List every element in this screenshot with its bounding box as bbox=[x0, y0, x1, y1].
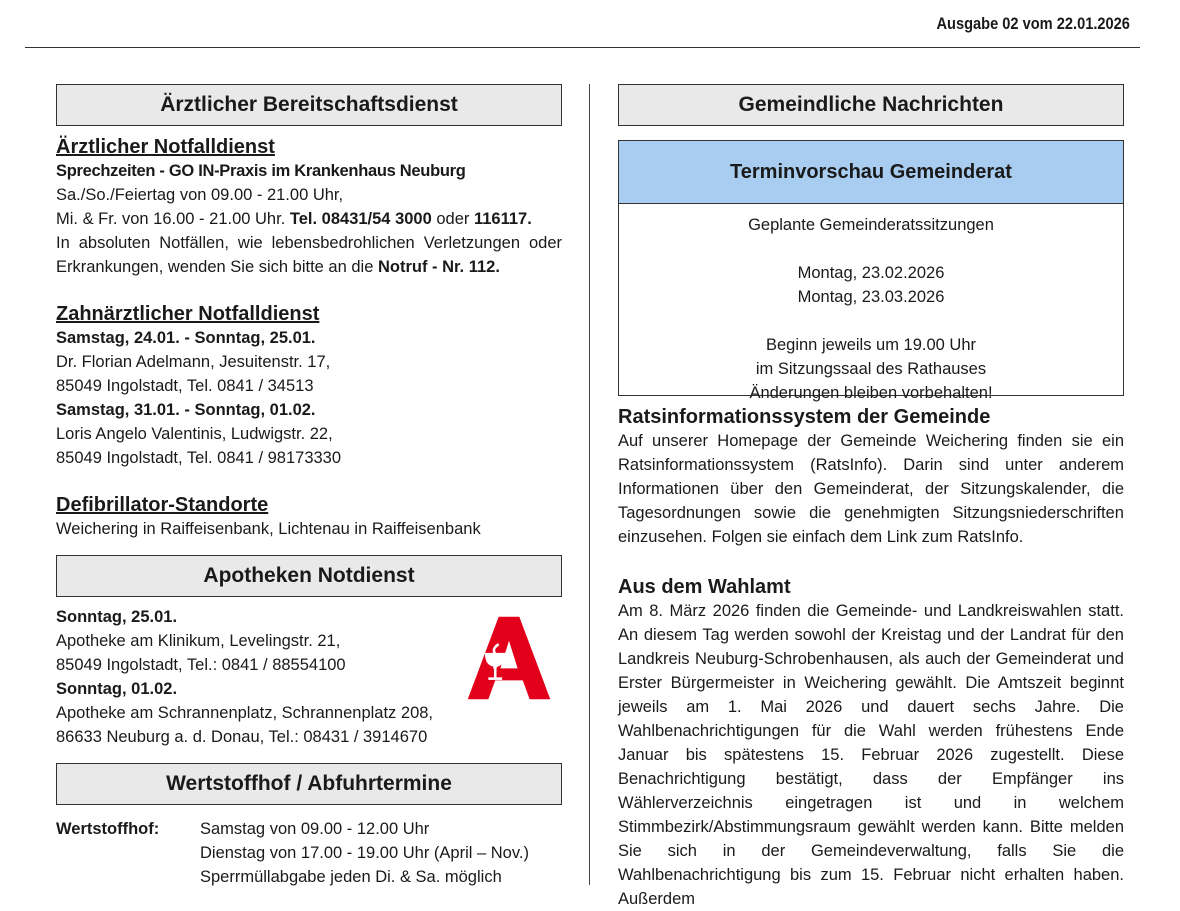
apotheke-2-phone: 86633 Neuburg a. d. Donau, Tel.: 08431 / 3914670 bbox=[56, 728, 428, 746]
zahnarzt-2-address: Loris Angelo Valentinis, Ludwigstr. 22, bbox=[56, 425, 333, 443]
apotheke-date-1: Sonntag, 25.01. bbox=[56, 608, 178, 626]
apotheke-2-address: Apotheke am Schrannenplatz, Schrannenplatz 208, bbox=[56, 704, 434, 722]
hours-text: Mi. & Fr. von 16.00 - 21.00 Uhr. bbox=[56, 210, 290, 228]
wertstoffhof-block bbox=[56, 817, 562, 889]
terminvorschau-body bbox=[619, 204, 1123, 402]
phone-number-116117: 116117. bbox=[473, 210, 532, 228]
ratsinfo-text: Auf unserer Homepage der Gemeinde Weichering finden sie ein Ratsinformationssystem (RatsInfo). Darin sind unter anderem Informationen über den Gemeinderat, der Sitzungskalender, die Tagesordnungen sowie die genehmigten Sitzungsniederschriften einzusehen. Folgen sie einfach dem Link zum RatsInfo. bbox=[618, 432, 1124, 546]
column-divider bbox=[589, 84, 590, 885]
apotheke-date-2: Sonntag, 01.02. bbox=[56, 680, 178, 698]
defibrillator-text: Weichering in Raiffeisenbank, Lichtenau in Raiffeisenbank bbox=[56, 520, 481, 538]
apotheke-1-phone: 85049 Ingolstadt, Tel.: 0841 / 88554100 bbox=[56, 656, 346, 674]
section-title-apotheken: Apotheken Notdienst bbox=[56, 555, 562, 597]
wertstoffhof-label: Wertstoffhof: bbox=[56, 820, 160, 838]
termin-location: im Sitzungssaal des Rathauses bbox=[755, 360, 987, 378]
header-divider bbox=[25, 47, 1140, 48]
defibrillator-heading: Defibrillator-Standorte bbox=[56, 494, 269, 516]
zahnarzt-heading: Zahnärztlicher Notfalldienst bbox=[56, 303, 320, 325]
emergency-text: In absoluten Notfällen, wie lebensbedrohlichen Verletzungen oder Erkrankungen, wenden Sie sich bitte an die bbox=[56, 234, 562, 276]
zahnarzt-1-address: Dr. Florian Adelmann, Jesuitenstr. 17, bbox=[56, 353, 331, 371]
apotheke-1-address: Apotheke am Klinikum, Levelingstr. 21, bbox=[56, 632, 341, 650]
wahlamt-block bbox=[618, 575, 1124, 911]
terminvorschau-box bbox=[618, 140, 1124, 402]
ratsinfo-block bbox=[618, 405, 1124, 549]
section-title-bereitschaftsdienst: Ärztlicher Bereitschaftsdienst bbox=[56, 84, 562, 126]
notfalldienst-hours-1: Sa./So./Feiertag von 09.00 - 21.00 Uhr, bbox=[56, 186, 344, 204]
termin-notice: Änderungen bleiben vorbehalten! bbox=[749, 384, 993, 402]
wertstoffhof-tuesday: Dienstag von 17.00 - 19.00 Uhr (April – Nov.) bbox=[200, 844, 529, 862]
wertstoffhof-saturday: Samstag von 09.00 - 12.00 Uhr bbox=[200, 820, 430, 838]
wertstoffhof-times bbox=[200, 817, 529, 889]
ratsinfo-heading: Ratsinformationssystem der Gemeinde bbox=[618, 406, 991, 428]
termin-intro: Geplante Gemeinderatssitzungen bbox=[748, 216, 994, 234]
left-column bbox=[56, 84, 562, 889]
zahnarzt-1-phone: 85049 Ingolstadt, Tel. 0841 / 34513 bbox=[56, 377, 314, 395]
section-title-gemeindliche-nachrichten: Gemeindliche Nachrichten bbox=[618, 84, 1124, 126]
section-title-wertstoffhof: Wertstoffhof / Abfuhrtermine bbox=[56, 763, 562, 805]
termin-date-2: Montag, 23.03.2026 bbox=[797, 288, 945, 306]
termin-date-1: Montag, 23.02.2026 bbox=[797, 264, 945, 282]
wahlamt-heading: Aus dem Wahlamt bbox=[618, 576, 791, 598]
defibrillator-block bbox=[56, 494, 562, 541]
notfalldienst-text bbox=[56, 231, 562, 279]
notruf-number: Notruf - Nr. 112. bbox=[377, 258, 500, 276]
notfalldienst-hours-2 bbox=[56, 207, 562, 231]
apotheke-logo-icon bbox=[466, 615, 552, 701]
terminvorschau-title: Terminvorschau Gemeinderat bbox=[619, 141, 1123, 204]
zahnarzt-date-2: Samstag, 31.01. - Sonntag, 01.02. bbox=[56, 401, 316, 419]
or-text: oder bbox=[431, 210, 474, 228]
termin-start-time: Beginn jeweils um 19.00 Uhr bbox=[765, 336, 977, 354]
wahlamt-text: Am 8. März 2026 finden die Gemeinde- und Landkreiswahlen statt. An diesem Tag werden sowohl der Kreistag und der Landrat für den Landkreis Neuburg-Schrobenhausen, als auch der Gemeinderat und Erster Bürgermeister in Weichering gewählt. Die Amtszeit beginnt jeweils am 1. Mai 2026 und dauert sechs Jahre. Die Wahlbenachrichtigungen für die Wahl werden frühestens Ende Januar bis spätestens 15. Februar 2026 zugestellt. Diese Benachrichtigung bestätigt, dass der Empfänger ins Wählerverzeichnis eingetragen ist und in welchem Stimmbezirk/Abstimmungsraum gewählt werden kann. Bitte melden Sie sich in der Gemeindeverwaltung, falls Sie die Wahlbenachrichtigung bis zum 15. Februar nicht erhalten haben. Außerdem bbox=[618, 602, 1124, 908]
apotheken-block bbox=[56, 605, 562, 749]
wertstoffhof-sperrmuell: Sperrmüllabgabe jeden Di. & Sa. möglich bbox=[200, 868, 502, 886]
notfalldienst-heading: Ärztlicher Notfalldienst bbox=[56, 136, 275, 158]
zahnarzt-date-1: Samstag, 24.01. - Sonntag, 25.01. bbox=[56, 329, 316, 347]
zahnarzt-block bbox=[56, 303, 562, 470]
zahnarzt-2-phone: 85049 Ingolstadt, Tel. 0841 / 98173330 bbox=[56, 449, 342, 467]
notfalldienst-subheading: Sprechzeiten - GO IN-Praxis im Krankenhaus Neuburg bbox=[56, 162, 466, 180]
notfalldienst-block bbox=[56, 136, 562, 279]
right-column bbox=[618, 84, 1124, 911]
issue-date: Ausgabe 02 vom 22.01.2026 bbox=[936, 14, 1130, 33]
phone-number: Tel. 08431/54 3000 bbox=[289, 210, 432, 228]
